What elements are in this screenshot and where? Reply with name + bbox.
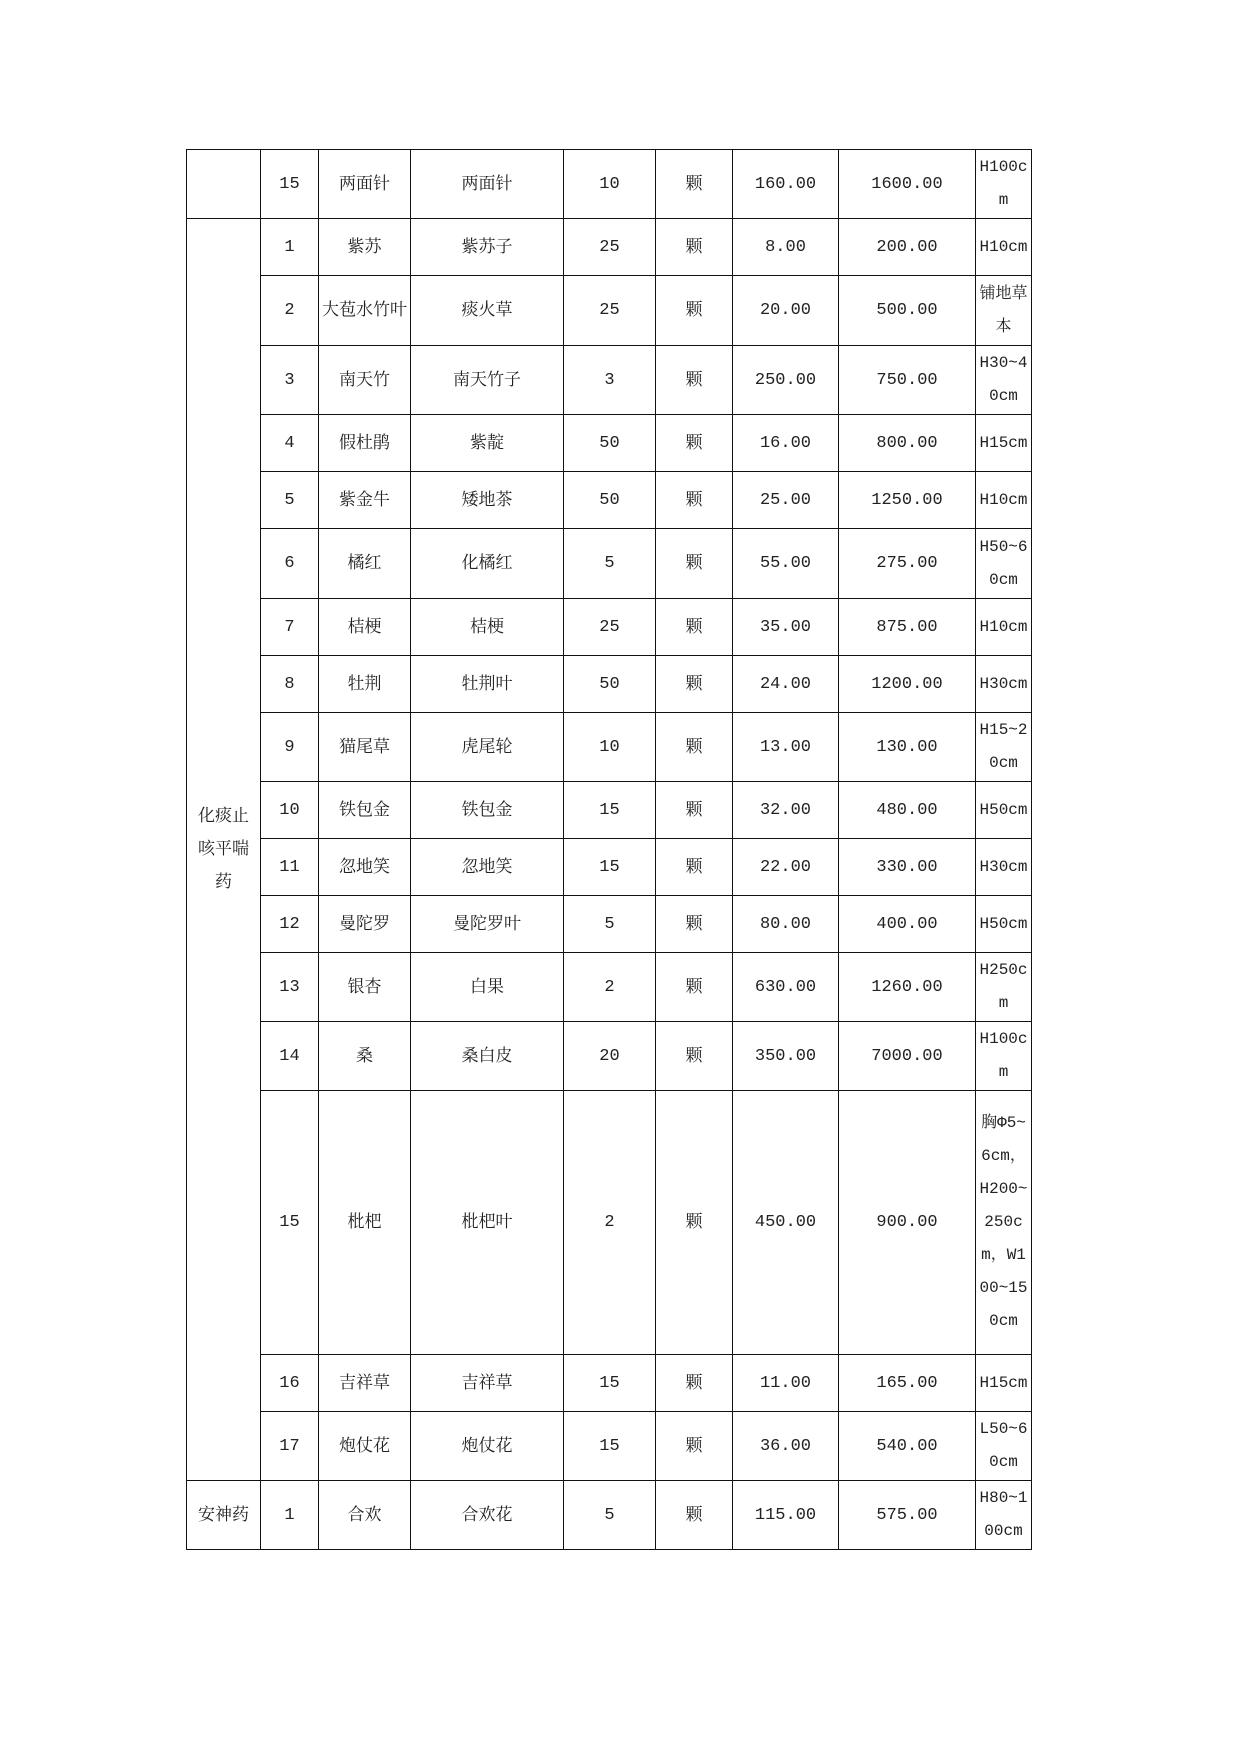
table-row — [187, 472, 1032, 529]
row-number-cell: 2 — [261, 276, 319, 346]
unit-cell: 颗 — [656, 1355, 733, 1412]
unit-price-cell: 22.00 — [733, 839, 839, 896]
quantity-cell: 50 — [564, 656, 656, 713]
quantity-cell: 15 — [564, 1355, 656, 1412]
plant-name-cell: 铁包金 — [319, 782, 411, 839]
total-price-cell: 875.00 — [839, 599, 976, 656]
plant-name-cell: 忽地笑 — [319, 839, 411, 896]
table-row — [187, 896, 1032, 953]
quantity-cell: 2 — [564, 953, 656, 1022]
total-price-cell: 200.00 — [839, 219, 976, 276]
total-price-cell: 1250.00 — [839, 472, 976, 529]
row-number-cell: 9 — [261, 713, 319, 782]
plant-price-table — [186, 149, 1032, 1550]
specification-cell: L50~60cm — [976, 1412, 1032, 1481]
total-price-cell: 130.00 — [839, 713, 976, 782]
plant-name-cell: 两面针 — [319, 150, 411, 219]
plant-name-cell: 假杜鹃 — [319, 415, 411, 472]
row-number-cell: 15 — [261, 1091, 319, 1355]
specification-cell: H30~40cm — [976, 346, 1032, 415]
row-number-cell: 1 — [261, 219, 319, 276]
unit-cell: 颗 — [656, 1481, 733, 1550]
table-row — [187, 1481, 1032, 1550]
unit-price-cell: 16.00 — [733, 415, 839, 472]
specification-cell: H10cm — [976, 219, 1032, 276]
category-cell: 安神药 — [187, 1481, 261, 1550]
table-row — [187, 415, 1032, 472]
row-number-cell: 7 — [261, 599, 319, 656]
row-number-cell: 3 — [261, 346, 319, 415]
plant-name-cell: 桑 — [319, 1022, 411, 1091]
unit-cell: 颗 — [656, 599, 733, 656]
total-price-cell: 800.00 — [839, 415, 976, 472]
medicinal-part-cell: 枇杷叶 — [411, 1091, 564, 1355]
medicinal-part-cell: 紫苏子 — [411, 219, 564, 276]
quantity-cell: 15 — [564, 839, 656, 896]
unit-price-cell: 250.00 — [733, 346, 839, 415]
unit-price-cell: 8.00 — [733, 219, 839, 276]
total-price-cell: 400.00 — [839, 896, 976, 953]
quantity-cell: 25 — [564, 599, 656, 656]
specification-cell: H50cm — [976, 896, 1032, 953]
quantity-cell: 3 — [564, 346, 656, 415]
unit-price-cell: 24.00 — [733, 656, 839, 713]
quantity-cell: 15 — [564, 782, 656, 839]
table-row — [187, 529, 1032, 599]
plant-name-cell: 猫尾草 — [319, 713, 411, 782]
row-number-cell: 10 — [261, 782, 319, 839]
specification-cell: H100cm — [976, 150, 1032, 219]
unit-price-cell: 115.00 — [733, 1481, 839, 1550]
quantity-cell: 20 — [564, 1022, 656, 1091]
unit-cell: 颗 — [656, 1022, 733, 1091]
table-row — [187, 346, 1032, 415]
specification-cell: H15cm — [976, 1355, 1032, 1412]
row-number-cell: 11 — [261, 839, 319, 896]
unit-price-cell: 32.00 — [733, 782, 839, 839]
unit-price-cell: 11.00 — [733, 1355, 839, 1412]
category-cell — [187, 150, 261, 219]
unit-cell: 颗 — [656, 415, 733, 472]
medicinal-part-cell: 忽地笑 — [411, 839, 564, 896]
quantity-cell: 50 — [564, 415, 656, 472]
unit-price-cell: 630.00 — [733, 953, 839, 1022]
quantity-cell: 5 — [564, 896, 656, 953]
specification-cell: H10cm — [976, 599, 1032, 656]
medicinal-part-cell: 炮仗花 — [411, 1412, 564, 1481]
specification-cell: H50~60cm — [976, 529, 1032, 599]
plant-name-cell: 紫苏 — [319, 219, 411, 276]
plant-name-cell: 炮仗花 — [319, 1412, 411, 1481]
medicinal-part-cell: 合欢花 — [411, 1481, 564, 1550]
unit-cell: 颗 — [656, 472, 733, 529]
unit-price-cell: 450.00 — [733, 1091, 839, 1355]
specification-cell: H15~20cm — [976, 713, 1032, 782]
plant-name-cell: 南天竹 — [319, 346, 411, 415]
specification-cell: H30cm — [976, 839, 1032, 896]
unit-cell: 颗 — [656, 529, 733, 599]
unit-cell: 颗 — [656, 896, 733, 953]
unit-cell: 颗 — [656, 150, 733, 219]
table-row — [187, 782, 1032, 839]
row-number-cell: 13 — [261, 953, 319, 1022]
total-price-cell: 275.00 — [839, 529, 976, 599]
medicinal-part-cell: 紫靛 — [411, 415, 564, 472]
medicinal-part-cell: 牡荆叶 — [411, 656, 564, 713]
medicinal-part-cell: 矮地茶 — [411, 472, 564, 529]
row-number-cell: 6 — [261, 529, 319, 599]
table-row — [187, 1091, 1032, 1355]
total-price-cell: 480.00 — [839, 782, 976, 839]
quantity-cell: 15 — [564, 1412, 656, 1481]
table-row — [187, 1355, 1032, 1412]
specification-cell: H80~100cm — [976, 1481, 1032, 1550]
row-number-cell: 4 — [261, 415, 319, 472]
unit-cell: 颗 — [656, 953, 733, 1022]
total-price-cell: 1200.00 — [839, 656, 976, 713]
unit-cell: 颗 — [656, 346, 733, 415]
total-price-cell: 1260.00 — [839, 953, 976, 1022]
quantity-cell: 2 — [564, 1091, 656, 1355]
table-row — [187, 1412, 1032, 1481]
unit-price-cell: 55.00 — [733, 529, 839, 599]
table-row — [187, 219, 1032, 276]
total-price-cell: 540.00 — [839, 1412, 976, 1481]
medicinal-part-cell: 曼陀罗叶 — [411, 896, 564, 953]
plant-name-cell: 紫金牛 — [319, 472, 411, 529]
row-number-cell: 14 — [261, 1022, 319, 1091]
row-number-cell: 15 — [261, 150, 319, 219]
unit-price-cell: 160.00 — [733, 150, 839, 219]
plant-name-cell: 枇杷 — [319, 1091, 411, 1355]
plant-name-cell: 合欢 — [319, 1481, 411, 1550]
specification-cell: H50cm — [976, 782, 1032, 839]
quantity-cell: 5 — [564, 529, 656, 599]
plant-name-cell: 吉祥草 — [319, 1355, 411, 1412]
total-price-cell: 500.00 — [839, 276, 976, 346]
specification-cell: H10cm — [976, 472, 1032, 529]
quantity-cell: 50 — [564, 472, 656, 529]
plant-name-cell: 大苞水竹叶 — [319, 276, 411, 346]
quantity-cell: 10 — [564, 713, 656, 782]
medicinal-part-cell: 痰火草 — [411, 276, 564, 346]
table-row — [187, 150, 1032, 219]
unit-price-cell: 350.00 — [733, 1022, 839, 1091]
total-price-cell: 1600.00 — [839, 150, 976, 219]
unit-cell: 颗 — [656, 656, 733, 713]
specification-cell: H100cm — [976, 1022, 1032, 1091]
total-price-cell: 750.00 — [839, 346, 976, 415]
quantity-cell: 10 — [564, 150, 656, 219]
unit-cell: 颗 — [656, 782, 733, 839]
medicinal-part-cell: 桔梗 — [411, 599, 564, 656]
specification-cell: H250cm — [976, 953, 1032, 1022]
row-number-cell: 1 — [261, 1481, 319, 1550]
specification-cell: H30cm — [976, 656, 1032, 713]
total-price-cell: 330.00 — [839, 839, 976, 896]
unit-cell: 颗 — [656, 1412, 733, 1481]
medicinal-part-cell: 两面针 — [411, 150, 564, 219]
quantity-cell: 5 — [564, 1481, 656, 1550]
quantity-cell: 25 — [564, 219, 656, 276]
medicinal-part-cell: 铁包金 — [411, 782, 564, 839]
total-price-cell: 575.00 — [839, 1481, 976, 1550]
medicinal-part-cell: 南天竹子 — [411, 346, 564, 415]
total-price-cell: 165.00 — [839, 1355, 976, 1412]
total-price-cell: 7000.00 — [839, 1022, 976, 1091]
plant-name-cell: 牡荆 — [319, 656, 411, 713]
specification-cell: 铺地草本 — [976, 276, 1032, 346]
unit-cell: 颗 — [656, 219, 733, 276]
unit-price-cell: 80.00 — [733, 896, 839, 953]
table-row — [187, 713, 1032, 782]
unit-cell: 颗 — [656, 1091, 733, 1355]
medicinal-part-cell: 桑白皮 — [411, 1022, 564, 1091]
unit-cell: 颗 — [656, 276, 733, 346]
medicinal-part-cell: 虎尾轮 — [411, 713, 564, 782]
table-row — [187, 656, 1032, 713]
plant-name-cell: 桔梗 — [319, 599, 411, 656]
table-row — [187, 953, 1032, 1022]
plant-name-cell: 曼陀罗 — [319, 896, 411, 953]
unit-price-cell: 35.00 — [733, 599, 839, 656]
medicinal-part-cell: 吉祥草 — [411, 1355, 564, 1412]
unit-cell: 颗 — [656, 839, 733, 896]
medicinal-part-cell: 白果 — [411, 953, 564, 1022]
row-number-cell: 12 — [261, 896, 319, 953]
table-row — [187, 276, 1032, 346]
row-number-cell: 8 — [261, 656, 319, 713]
table-row — [187, 599, 1032, 656]
specification-cell: H15cm — [976, 415, 1032, 472]
category-cell: 化痰止咳平喘药 — [187, 219, 261, 1481]
quantity-cell: 25 — [564, 276, 656, 346]
table-row — [187, 1022, 1032, 1091]
unit-price-cell: 20.00 — [733, 276, 839, 346]
unit-price-cell: 25.00 — [733, 472, 839, 529]
row-number-cell: 16 — [261, 1355, 319, 1412]
unit-price-cell: 13.00 — [733, 713, 839, 782]
specification-cell: 胸Φ5~6cm，H200~250cm，W100~150cm — [976, 1091, 1032, 1355]
row-number-cell: 17 — [261, 1412, 319, 1481]
unit-price-cell: 36.00 — [733, 1412, 839, 1481]
total-price-cell: 900.00 — [839, 1091, 976, 1355]
row-number-cell: 5 — [261, 472, 319, 529]
unit-cell: 颗 — [656, 713, 733, 782]
plant-name-cell: 银杏 — [319, 953, 411, 1022]
table-row — [187, 839, 1032, 896]
plant-name-cell: 橘红 — [319, 529, 411, 599]
medicinal-part-cell: 化橘红 — [411, 529, 564, 599]
